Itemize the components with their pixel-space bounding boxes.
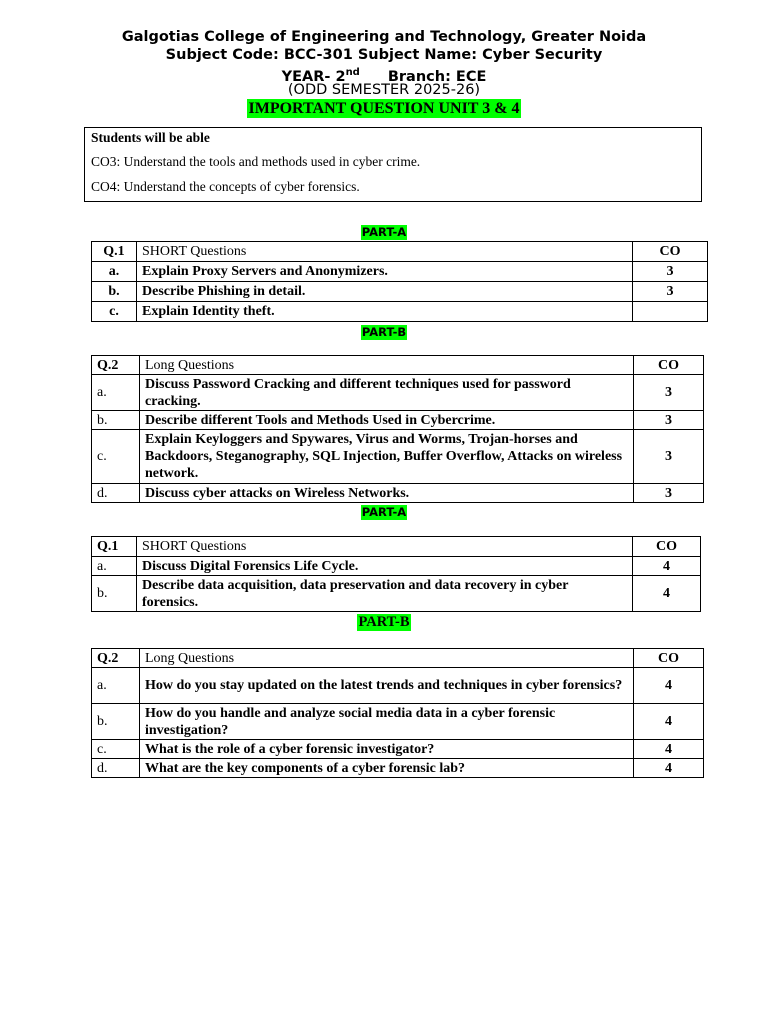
co-header: CO (634, 649, 704, 668)
co-header: CO (633, 537, 701, 557)
row-label: a. (92, 557, 137, 576)
main-title: IMPORTANT QUESTION UNIT 3 & 4 (248, 100, 520, 117)
table-row (92, 375, 704, 411)
question-text: Explain Proxy Servers and Anonymizers. (137, 262, 633, 282)
table-row (92, 282, 708, 302)
co-header: CO (633, 242, 708, 262)
co-value: 4 (634, 668, 704, 704)
table-header-row (92, 356, 704, 375)
row-label: b. (92, 282, 137, 302)
row-label: d. (92, 484, 140, 503)
table-row (92, 484, 704, 503)
question-text: Discuss Password Cracking and different techniques used for password cracking. (140, 375, 634, 411)
question-text: Describe different Tools and Methods Used in Cybercrime. (140, 411, 634, 430)
co-value: 4 (634, 740, 704, 759)
question-text: What is the role of a cyber forensic investigator? (140, 740, 634, 759)
outcomes-heading: Students will be able (91, 130, 210, 145)
question-header: SHORT Questions (137, 242, 633, 262)
table-row (92, 430, 704, 484)
unit4-part-a-label-wrap (0, 503, 768, 521)
unit3-part-b-label-wrap (0, 323, 768, 341)
unit3-part-a-table (91, 241, 708, 322)
unit3-part-a-label-wrap (0, 223, 768, 241)
unit3-part-b-label: PART-B (361, 325, 407, 339)
row-label: b. (92, 576, 137, 612)
question-header: SHORT Questions (137, 537, 633, 557)
co-value: 3 (634, 411, 704, 430)
row-label: a. (92, 668, 140, 704)
course-outcomes-box (84, 127, 702, 202)
table-row (92, 704, 704, 740)
question-text: Explain Identity theft. (137, 302, 633, 322)
unit4-part-b-label-wrap (0, 613, 768, 631)
question-text: Describe Phishing in detail. (137, 282, 633, 302)
question-text: Discuss Digital Forensics Life Cycle. (137, 557, 633, 576)
unit4-part-a-label: PART-A (361, 505, 407, 519)
outcome-co3: CO3: Understand the tools and methods used in cyber crime. (91, 154, 421, 169)
co-value: 4 (633, 557, 701, 576)
table-row (92, 411, 704, 430)
co-value: 4 (633, 576, 701, 612)
unit3-part-a-label: PART-A (361, 225, 407, 239)
question-header: Long Questions (140, 356, 634, 375)
unit4-part-b-table (91, 648, 704, 778)
row-label: a. (92, 375, 140, 411)
q-number-header: Q.2 (92, 356, 140, 375)
unit4-part-b-label: PART-B (358, 614, 410, 630)
co-value: 3 (633, 262, 708, 282)
row-label: c. (92, 302, 137, 322)
q-number-header: Q.1 (92, 537, 137, 557)
year-label: YEAR- 2 (281, 68, 346, 85)
co-value: 3 (634, 484, 704, 503)
table-header-row (92, 537, 701, 557)
row-label: a. (92, 262, 137, 282)
semester-line: (ODD SEMESTER 2025-26) (287, 82, 481, 98)
co-value: 4 (634, 759, 704, 778)
table-row (92, 302, 708, 322)
question-text: Explain Keyloggers and Spywares, Virus and Worms, Trojan-horses and Backdoors, Steganography, SQL Injection, Buffer Overflow, Attacks on wireless network. (140, 430, 634, 484)
table-row (92, 576, 701, 612)
college-name: Galgotias College of Engineering and Technology, Greater Noida (121, 29, 647, 45)
co-value: 3 (633, 282, 708, 302)
question-text: Describe data acquisition, data preservation and data recovery in cyber forensics. (137, 576, 633, 612)
table-row (92, 262, 708, 282)
outcome-co4: CO4: Understand the concepts of cyber forensics. (91, 179, 360, 194)
question-header: Long Questions (140, 649, 634, 668)
year-suffix: nd (345, 67, 360, 78)
question-text: How do you stay updated on the latest trends and techniques in cyber forensics? (140, 668, 634, 704)
unit4-part-a-table (91, 536, 701, 612)
main-title-wrap (0, 99, 768, 118)
branch-label: Branch: ECE (387, 68, 487, 85)
question-text: How do you handle and analyze social media data in a cyber forensic investigation? (140, 704, 634, 740)
co-value: 3 (634, 375, 704, 411)
table-row (92, 759, 704, 778)
row-label: b. (92, 411, 140, 430)
row-label: c. (92, 740, 140, 759)
table-row (92, 668, 704, 704)
co-value (633, 302, 708, 322)
q-number-header: Q.2 (92, 649, 140, 668)
q-number-header: Q.1 (92, 242, 137, 262)
co-header: CO (634, 356, 704, 375)
unit3-part-b-table (91, 355, 704, 503)
co-value: 3 (634, 430, 704, 484)
table-header-row (92, 242, 708, 262)
question-text: Discuss cyber attacks on Wireless Networks. (140, 484, 634, 503)
co-value: 4 (634, 704, 704, 740)
row-label: b. (92, 704, 140, 740)
question-text: What are the key components of a cyber forensic lab? (140, 759, 634, 778)
table-header-row (92, 649, 704, 668)
table-row (92, 740, 704, 759)
subject-line: Subject Code: BCC-301 Subject Name: Cyber Security (165, 47, 603, 63)
table-row (92, 557, 701, 576)
row-label: c. (92, 430, 140, 484)
row-label: d. (92, 759, 140, 778)
